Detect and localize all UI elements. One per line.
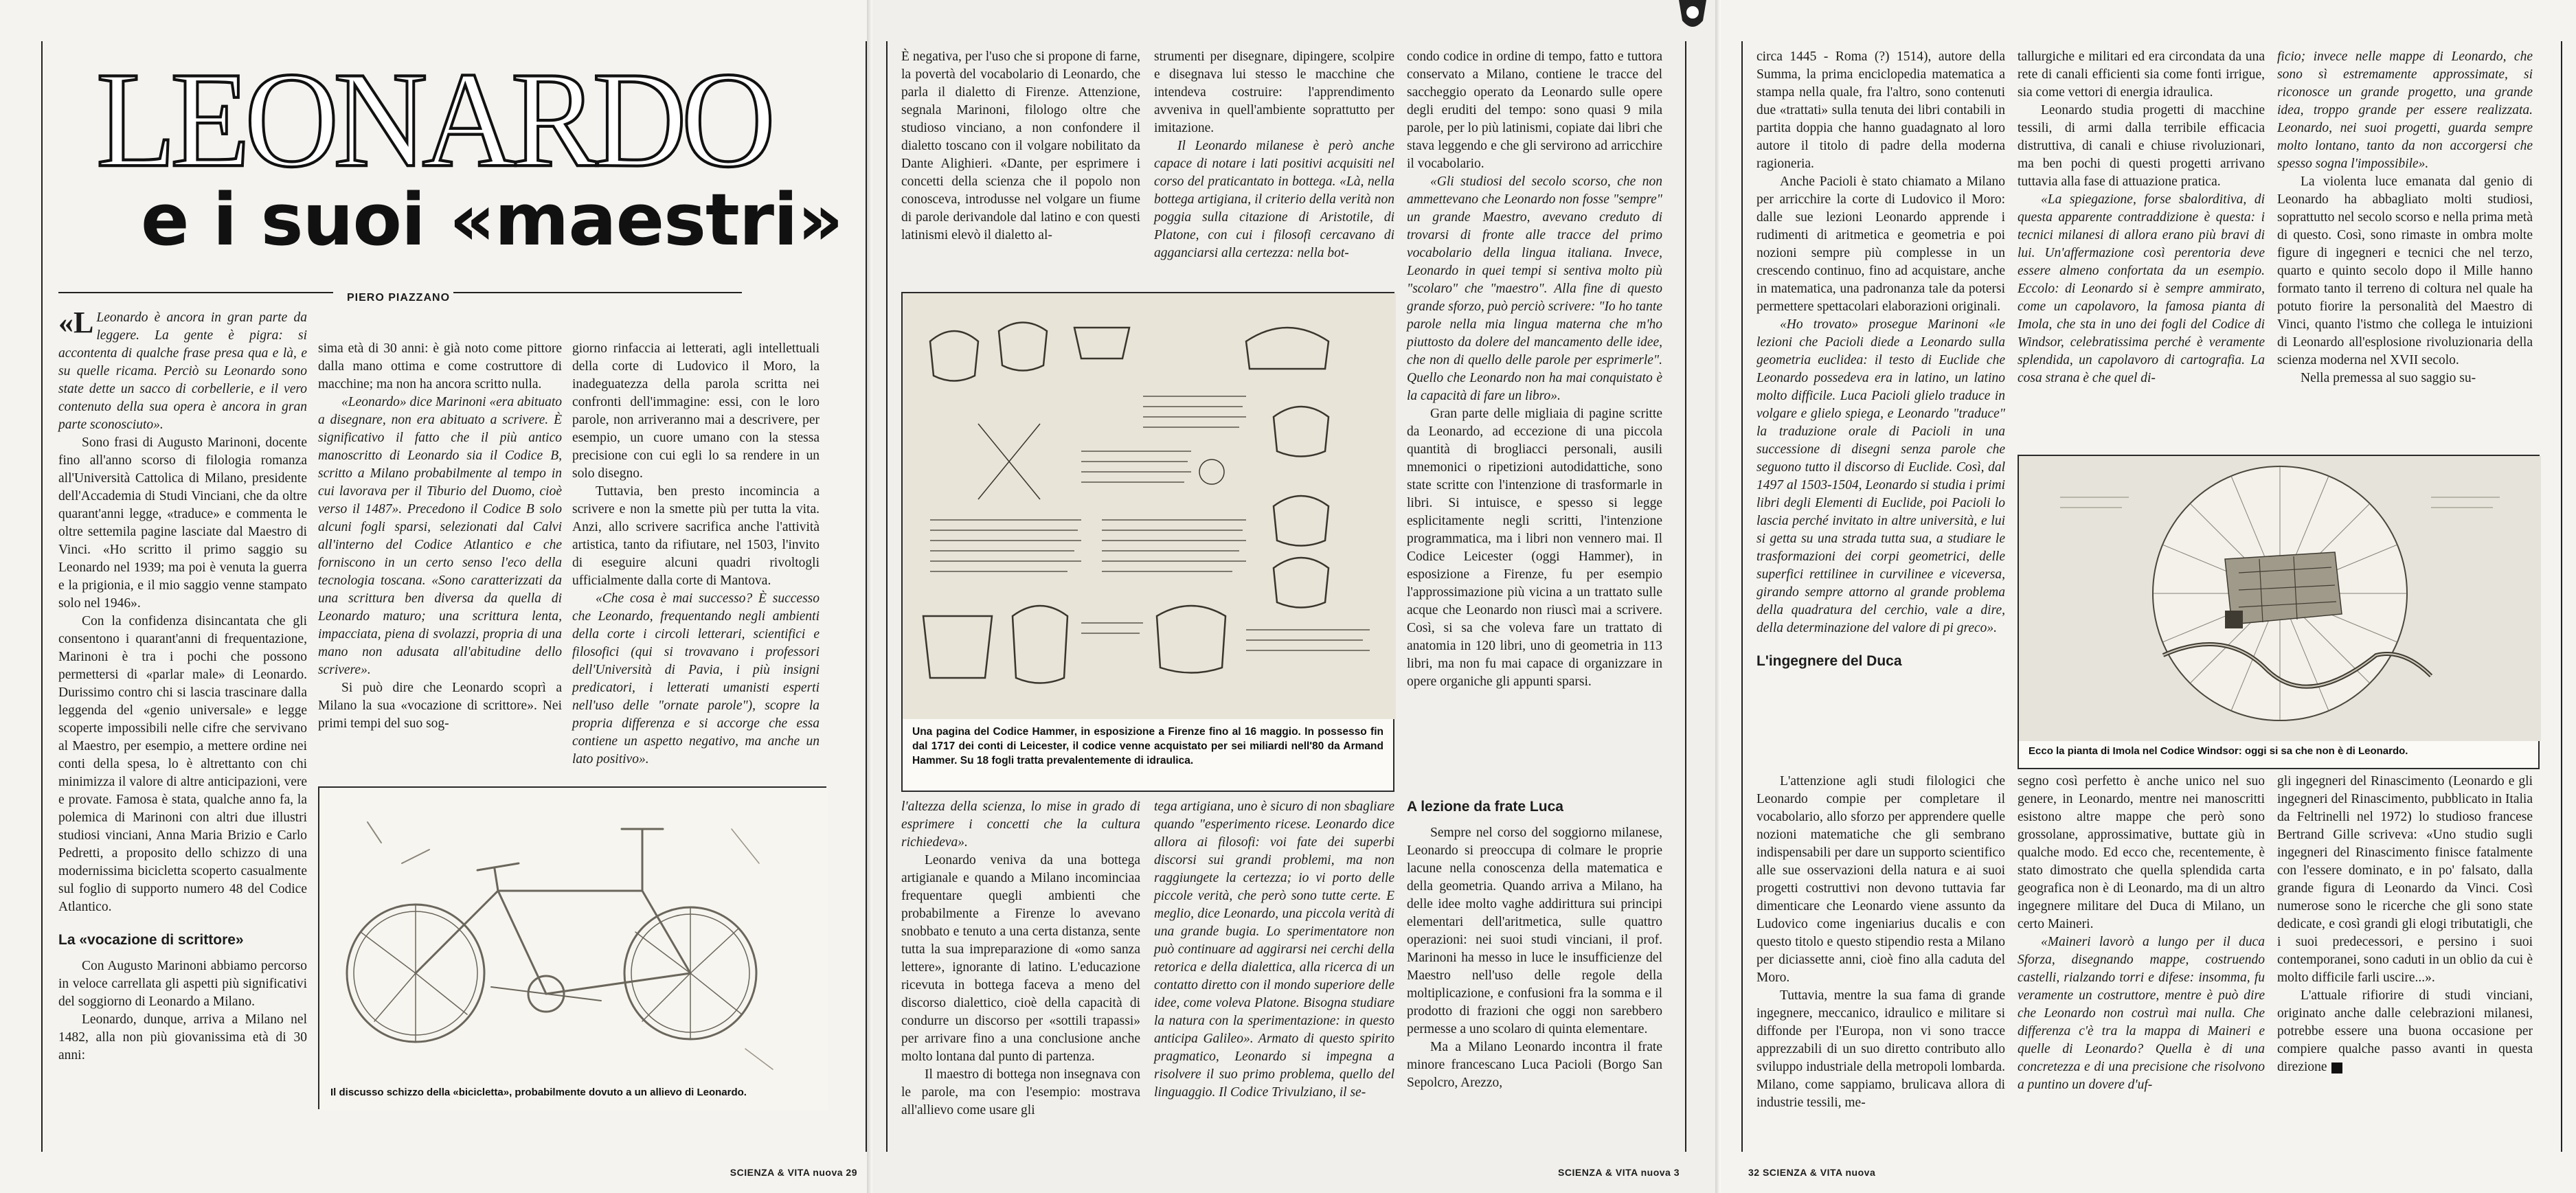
p1-column-1: [58, 306, 307, 1063]
paragraph: Anche Pacioli è stato chiamato a Milano per arricchire la corte di Ludovico il Moro: dalle sue lezioni Leonardo apprende i rudimenti di aritmetica e geometria e poi nozioni sempre più complesse in un crescendo continuo, fino ad acquistare, anche in matematica, una padronanza tale da potersi permettere spettacolari elaborazioni originali.: [1756, 174, 2005, 314]
paragraph: «Leonardo» dice Marinoni «era abituato a disegnare, non era abituato a scrivere. È significativo il fatto che il più antico manoscritto di Leonardo sia il Codice B, scritto a Milano probabilmente al tempo in cui lavorava per il Tiburio del Duomo, cioè verso il 1487». Precedono il Codice B solo alcuni fogli sparsi, selezionati dal Calvi all'interno del Codice Atlantico e che forniscono in un certo senso l'eco della tecnologia toscana. «Sono caratterizzati da una scrittura ben diversa da quella di Leonardo maturo; una scrittura lenta, impacciata, piena di svolazzi, propria di una mano non adusata all'abitudine dello scrivere».: [318, 395, 563, 677]
title-rule-left: [58, 292, 333, 293]
paragraph: «La spiegazione, forse sbalorditiva, di questa apparente contraddizione è questa: i tecnici milanesi di allora erano più bravi di lui. Un'affermazione così perentoria deve essere almeno confortata da un esempio. Eccolo: di Leonardo si è sempre ammirato, come un capolavoro, la famosa pianta di Imola, che sta in uno dei fogli del Codice di Windsor, celebratissima perché è veramente splendida, un capolavoro di cartografia. La cosa strana è che quel di-: [2018, 192, 2265, 385]
paragraph: Tuttavia, mentre la sua fama di grande ingegnere, meccanico, idraulico e militare si diffonde per l'Europa, non vi sono tracce apprezzabili di un suo diretto contributo allo sviluppo industriale della metropoli lombarda. Milano, come sappiamo, brulicava allora di industrie tessili, me-: [1756, 988, 2005, 1110]
lead-paragraph: [58, 306, 307, 434]
paragraph: tallurgiche e militari ed era circondata da una rete di canali efficienti sia come fonti irrigue, sia come vettori di energia idraulica.: [2018, 49, 2265, 100]
paragraph: sima età di 30 anni: è già noto come pittore dalla mano ottima e come costruttore di macchine; ma non ha ancora scritto nulla.: [318, 341, 562, 391]
page-right: [1721, 0, 2576, 1193]
open-quote-glyph: «L: [58, 306, 94, 339]
closing-text: L'attuale rifiorire di studi vinciani, originato anche dalle celebrazioni milanesi, potrebbe essere una buona occasione per compiere qualche passo avanti in questa direzione: [2277, 988, 2533, 1074]
p3-column-2b: [2018, 773, 2265, 1126]
bicycle-sketch-drawing: [319, 788, 828, 1111]
p2-column-1b: [901, 798, 1140, 1121]
paragraph: Tuttavia, ben presto incomincia a scrivere e non la smette più per tutta la vita. Anzi, allo scrivere sacrifica anche l'attività artistica, tanto da rifiutare, nel 1503, l'invito di eseguire alcuni quadri rivoltogli ufficialmente dalla corte di Mantova.: [572, 484, 820, 588]
paragraph: ficio; invece nelle mappe di Leonardo, che sono sì estremamente approssimate, si riconosce un grande progetto, una grande idea, troppo grande per essere realizzata. Leonardo, nei suoi progetti, guarda sempre molto lontano, tanto da non accorgersi che spesso sogna l'impossibile».: [2277, 49, 2533, 171]
paragraph: [2277, 987, 2533, 1076]
imola-map-image: [2019, 456, 2541, 741]
paragraph: Si può dire che Leonardo scoprì a Milano la sua «vocazione di scrittore». Nei primi tempi del suo sog-: [318, 681, 562, 731]
codex-hammer-figure: [901, 292, 1394, 792]
page-footer: SCIENZA & VITA nuova 29: [730, 1167, 857, 1178]
bicycle-caption: Il discusso schizzo della «bicicletta», probabilmente dovuto a un allievo di Leonardo.: [330, 1087, 747, 1098]
p3-column-1b: [1756, 773, 2005, 1126]
paragraph: Il maestro di bottega non insegnava con le parole, ma con l'esempio: mostrava all'allievo come usare gli: [901, 1067, 1140, 1117]
p3-column-2: [2018, 48, 2265, 460]
paragraph: l'altezza della scienza, lo mise in grado di esprimere i concetti che la cultura richiedeva».: [901, 799, 1140, 850]
paragraph: Sempre nel corso del soggiorno milanese, Leonardo si preoccupa di colmare le proprie lacune nella conoscenza della matematica e della geometria. Quando arriva a Milano, ha delle idee molto vaghe addirittura sui principi elementari dell'aritmetica, sulle quattro operazioni: nei suoi studi vinciani, il prof. Marinoni ha messo in luce le insufficienze del Maestro nell'uso delle regole della moltiplicazione, e confusioni fra la somma e il prodotto di frazioni che oggi non sarebbero permesse a uno scolaro di quinta elementare.: [1407, 826, 1662, 1036]
paragraph: gli ingegneri del Rinascimento (Leonardo e gli ingegneri del Rinascimento, pubblicato in Italia da Feltrinelli nel 1972) lo studioso francese Bertrand Gille scriveva: «Uno studio sugli ingegneri del Rinascimento finisce fatalmente con l'essere dominato, e in po' falsato, dalla grande figura di Leonardo da Vinci. Così numerose sono le ricerche che gli sono state dedicate, e così grandi gli elogi tributatigli, che i suoi predecessori, e persino i suoi contemporanei, sono caduti in un oblio da cui è molto difficile farli uscire...».: [2277, 774, 2533, 985]
paragraph: Nella premessa al suo saggio su-: [2301, 371, 2476, 385]
p3-column-1: [1756, 48, 2005, 745]
codex-hammer-page-image: [903, 293, 1396, 719]
end-of-article-mark: [2331, 1063, 2342, 1073]
title-rule-right: [453, 292, 742, 293]
paragraph: Gran parte delle migliaia di pagine scritte da Leonardo, ad eccezione di una piccola quantità di brogliacci personali, ausili mnemonici o ripetizioni autodidattiche, sono state scritte con l'intenzione di trasformarle in libri. Si intuisce, e spesso si legge esplicitamente negli scritti, l'intenzione programmatica, ma i libri non vennero mai. Il Codice Leicester (oggi Hammer), in esposizione a Firenze, fu per esempio l'approssimazione più vicina a un trattato sulle acque che Leonardo non riuscì mai a scrivere. Così, si sa che voleva fare un trattato di anatomia in 120 libri, uno di geometria in 113 libri, ma non fu mai capace di organizzare in opere organiche gli appunti sparsi.: [1407, 407, 1662, 689]
p1-column-2: [318, 340, 562, 780]
paragraph: giorno rinfaccia ai letterati, agli intellettuali della corte di Ludovico il Moro, la inadeguatezza della parola scritta nei confronti dell'immagine: essi, con le loro parole, non arriveranno mai a descrivere, per esempio, un cuore umano con la stessa precisione con cui egli lo sa rendere in un solo disegno.: [572, 341, 820, 481]
section-heading: La «vocazione di scrittore»: [58, 932, 244, 948]
paragraph: «Gli studiosi del secolo scorso, che non ammettevano che Leonardo non fosse "sempre" un grande Maestro, avevano creduto di trovarsi di fronte alle tracce del primo vocabolario della lingua italiana. Invece, Leonardo in quei tempi si sentiva molto più "scolaro" che "maestro". Alla fine di questo grande sforzo, può perciò scrivere: "Io ho tante parole nella mia lingua materna che m'ho piuttosto da dolere del mancamento delle idee, che non di quello delle parole per esprimerle". Quello che Leonardo non ha mai conquistato è la capacità di fare un libro».: [1407, 174, 1662, 403]
magazine-logo-icon: [1672, 0, 1713, 34]
p1-column-3: [572, 340, 820, 780]
p2-column-2: [1154, 48, 1394, 285]
p3-column-3b: [2277, 773, 2533, 1126]
paragraph: «Che cosa è mai successo? È successo che Leonardo, frequentando negli ambienti della corte i circoli letterari, scientifici e filosofici (qui si trovavano i professori dell'Università di Pavia, i più insigni predicatori, i letterati umanisti esperti nell'uso delle "ornate parole"), scopre la propria differenza e si accorge che essa contiene un aspetto negativo, ma anche un lato positivo».: [572, 591, 820, 766]
page-footer: 32 SCIENZA & VITA nuova: [1748, 1167, 1876, 1178]
paragraph: circa 1445 - Roma (?) 1514), autore della Summa, la prima enciclopedia matematica a stampa nella quale, fra l'altro, sono contenuti due «trattati» sulla tenuta dei libri contabili in partita doppia che hanno guadagnato al loro autore il titolo di padre della moderna ragioneria.: [1756, 49, 2005, 171]
section-heading: A lezione da frate Luca: [1407, 799, 1563, 815]
paragraph: Sono frasi di Augusto Marinoni, docente fino all'anno scorso di filologia romanza all'Università Cattolica di Milano, presidente dell'Accademia di Studi Vinciani, che da oltre quarant'anni legge, «traduce» e commenta le oltre settemila pagine lasciate dal Maestro di Vinci. «Ho scritto il primo saggio su Leonardo nel 1939; ma poi è venuta la guerra e la prigionia, e il mio saggio venne stampato solo nel 1946».: [58, 435, 307, 611]
article-title: LEONARDO: [96, 44, 770, 196]
paragraph: Leonardo studia progetti di macchine tessili, di armi dalla terribile efficacia distruttiva, di canali e chiuse rivoluzionari, ma ben pochi di questi progetti arrivano tuttavia alla fase di attuazione pratica.: [2018, 103, 2265, 189]
paragraph: tega artigiana, uno è sicuro di non sbagliare quando "esperimento ricese. Leonardo dice allora ai filosofi: voi fate dei superbi discorsi sui grandi problemi, ma non raggiungete la certezza; io vi porto delle piccole verità, che però sono tutte certe. E meglio, dice Leonardo, una piccola verità di una grande bugia. Lo sperimentatore non può continuare ad aggirarsi nei cerchi della retorica e della dialettica, alla ricerca di un contatto diretto con il mondo superiore delle idee, come voleva Platone. Bisogna studiare la natura con la sperimentazione: in questo anticipa Galileo». Armato di questo spirito pragmatico, Leonardo si impegna a risolvere il suo primo problema, quello del linguaggio. Il Codice Trivulziano, il se-: [1154, 799, 1394, 1100]
article-subtitle: e i suoi «maestri»: [141, 178, 843, 262]
paragraph: Con Augusto Marinoni abbiamo percorso in veloce carrellata gli aspetti più significativi del soggiorno di Leonardo a Milano.: [58, 959, 307, 1009]
section-heading: L'ingegnere del Duca: [1756, 653, 1902, 669]
p2-column-2b: [1154, 798, 1394, 1121]
paragraph: segno così perfetto è anche unico nel suo genere, in Leonardo, mentre nei manoscritti esistono altre mappe che però sono grossolane, approssimative, buttate giù in qualche modo. Ed ecco che, recentemente, è stato dimostrato che quella splendida carta geografica non è di Leonardo, ma di un altro ingegnere militare del Duca di Milano, un certo Maineri.: [2018, 774, 2265, 931]
p2-column-3b-text: [1407, 798, 1662, 1121]
paragraph: Leonardo veniva da una bottega artigianale e quando a Milano incominciaa frequentare quegli ambienti che probabilmente a Firenze lo avevano snobbato e tenuto a una certa distanza, sente tutta la sua impreparazione di «omo sanza lettere», ignorante di latino. L'educazione ricevuta in bottega faceva a meno del discorso dialettico, cioè della capacità di condurre un discorso per «sottili trapassi» per arrivare fino a una conclusione anche molto lontana dal punto di partenza.: [901, 853, 1140, 1064]
p2-column-1: [901, 48, 1140, 285]
paragraph: Il Leonardo milanese è però anche capace di notare i lati positivi acquisiti nel corso del praticantato in bottega. «Là, nella bottega artigiana, il criterio della verità non poggia sulla citazione di Aristotile, di Platone, con cui i filosofi cercavano di agganciarsi alla certezza: nella bot-: [1154, 139, 1394, 260]
paragraph: Ma a Milano Leonardo incontra il frate minore francescano Luca Pacioli (Borgo San Sepolcro, Arezzo,: [1407, 1040, 1662, 1090]
paragraph: «Ho trovato» prosegue Marinoni «le lezioni che Pacioli diede a Leonardo sulla geometria euclidea: il testo di Euclide che Leonardo possedeva era in latino, un latino molto difficile. Luca Pacioli glielo traduce in volgare e glielo spiega, e Leonardo "traduce" la traduzione orale di Pacioli in una successione di disegni senza parole che seguono tutto il discorso di Euclide. Così, dal 1497 al 1503-1504, Leonardo si studia i primi libri degli Elementi di Euclide, poi Pacioli lo lascia perché invitato in altre università, e lui si getta su una strada tutta sua, a studiare le trasformazioni dei corpi geometrici, delle superfici rettilinee in curvilinee e viceversa, girando sempre attorno al grande problema della quadratura del cerchio, vale a dire, della determinazione del valore di pi greco».: [1756, 317, 2005, 635]
page-footer: SCIENZA & VITA nuova 3: [1558, 1167, 1680, 1178]
paragraph: È negativa, per l'uso che si propone di farne, la povertà del vocabolario di Leonardo, che parla il dialetto di Firenze. Attenzione, segnala Marinoni, filologo oltre che studioso vinciano, a non confondere il dialetto toscano con il volgare nobilitato da Dante Alighieri. «Dante, per esprimere i concetti della scienza che il popolo non conosceva, introdusse nel volgare un fiume di parole derivandole dal latino e con questi latinismi elevò il dialetto al-: [901, 49, 1140, 242]
bicycle-sketch-figure: [318, 786, 826, 1109]
paragraph: «Maineri lavorò a lungo per il duca Sforza, disegnando mappe, costruendo castelli, rialzando torri e difese: insomma, fu veramente un costruttore, mentre è può dire che Leonardo non costruì mai nulla. Che differenza c'è tra la mappa di Maineri e quelle di Leonardo? Quella è di una concretezza e di una precisione che risolvono a puntino un dovere d'uf-: [2018, 935, 2265, 1092]
paragraph: La violenta luce emanata dal genio di Leonardo ha abbagliato molti studiosi, soprattutto nel secolo scorso e nella prima metà di questo. Così, sono rimaste in ombra molte figure di ingegneri e tecnici che nel terzo, quarto e quinto secolo dopo il Mille hanno formato tanto il terreno di coltura nel quale ha potuto fiorire la personalità del Maestro di Vinci, quanto l'istmo che collega le intuizioni di Leonardo all'esplosione rivoluzionaria della scienza moderna nel XVII secolo.: [2277, 174, 2533, 367]
byline: PIERO PIAZZANO: [347, 292, 451, 304]
lead-text: Leonardo è ancora in gran parte da leggere. La gente è pigra: si accontenta di qualche frase presa qua e là, e su quelle ricama. Perciò su Leonardo sono state dette un sacco di corbellerie, e il vero contenuto della sua opera è ancora in gran parte sconosciuto».: [58, 310, 307, 432]
paragraph: L'attenzione agli studi filologici che Leonardo compie per completare il vocabolario, allo sforzo per apprendere quelle nozioni matematiche che gli sembrano indispensabili per dare un supporto scientifico alle sue osservazioni della natura e ai suoi progetti costruttivi non devono tuttavia far dimenticare che Leonardo viene assunto da Ludovico come ingeniarius ducalis e con questo titolo e questo stipendio resta a Milano per diciassette anni, cioè fino alla caduta del Moro.: [1756, 774, 2005, 985]
paragraph: condo codice in ordine di tempo, fatto e tuttora conservato a Milano, contiene le tracce del saccheggio operato da Leonardo sulle opere degli eruditi del tempo: sono quasi 9 mila parole, per lo più latinismi, copiate dai libri che stava leggendo e che gli servirono ad arricchire il vocabolario.: [1407, 49, 1662, 171]
imola-map-figure: [2018, 455, 2540, 769]
page-left: [0, 0, 872, 1193]
imola-map-caption: Ecco la pianta di Imola nel Codice Windsor: oggi si sa che non è di Leonardo.: [2029, 745, 2408, 757]
codex-hammer-caption: Una pagina del Codice Hammer, in esposizione a Firenze fino al 16 maggio. In possesso fin dal 1717 dei conti di Leicester, il codice venne acquistato per sei miliardi nell'80 da Armand Hammer. Su 18 fogli tratta prevalentemente di idraulica.: [912, 726, 1383, 766]
p3-column-3: [2277, 48, 2533, 460]
paragraph: Con la confidenza disincantata che gli consentono i quarant'anni di frequentazione, Marinoni è tra i pochi che possono permettersi di «parlar male» di Leonardo. Durissimo contro chi si lascia trascinare dalla leggenda del «genio universale» e legge scoperte impossibili nelle cifre che servivano al Maestro, per esempio, a mettere ordine nei conti della spesa, lo è altrettanto con chi minimizza il valore di altre anticipazioni, vere e provate. Famosa è stata, qualche anno fa, la polemica di Marinoni con altri due illustri studiosi vinciani, Anna Maria Brizio e Carlo Pedretti, a proposito dello schizzo di una modernissima bicicletta scoperto casualmente sul foglio di supporto numero 48 del Codice Atlantico.: [58, 614, 307, 914]
paragraph: strumenti per disegnare, dipingere, scolpire e disegnava lui stesso le macchine che intendeva costruire: l'apprendimento avveniva in quell'ambiente soprattutto per imitazione.: [1154, 49, 1394, 135]
paragraph: Leonardo, dunque, arriva a Milano nel 1482, alla non più giovanissima età di 30 anni:: [58, 1012, 307, 1063]
